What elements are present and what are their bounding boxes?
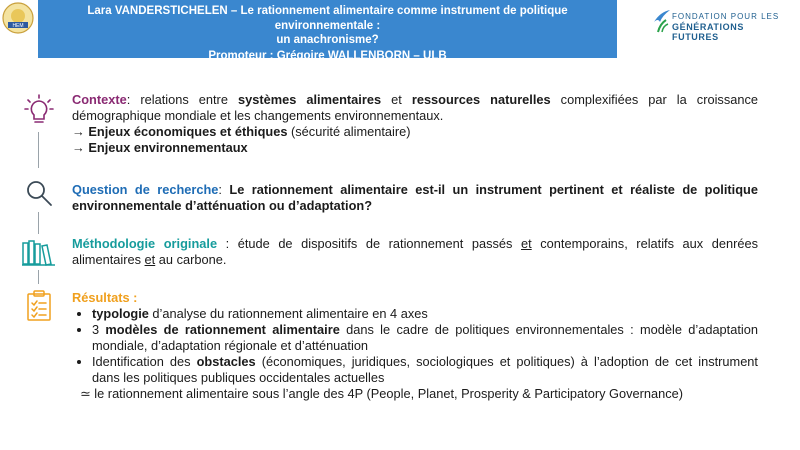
context-label: Contexte [72,92,127,107]
context-item-text: (sécurité alimentaire) [287,124,411,139]
context-text: complexifiées par la croissance démographique mondiale et les changements environnementaux. [72,92,758,123]
foundation-logo [652,6,792,42]
method-text: : étude de dispositifs de rationnement passés [217,236,522,251]
context-section [72,92,758,156]
context-item-environment [72,140,758,156]
result-bold: obstacles [196,354,256,369]
question-section [72,182,758,214]
university-logo-text: HEM [12,23,24,29]
result-text: (économiques, juridiques, sociologiques et politiques) à l’adoption de cet instrument dans les politiques publiques occidentales actuelles [92,354,758,385]
method-text: contemporains, relatifs aux denrées alimentaires [72,236,758,267]
connector-line [38,270,39,284]
section-icons [14,92,64,332]
results-section [72,290,758,402]
method-underlined: et [144,252,156,267]
context-keyword: ressources naturelles [411,92,551,107]
summary-text: le rationnement alimentaire sous l’angle des 4P (People, Planet, Prosperity & Participatory Governance) [90,386,684,401]
context-item-bold: Enjeux économiques et éthiques [88,124,288,139]
approx-symbol-icon: ≃ [80,386,91,401]
lightbulb-icon [24,94,54,128]
method-underlined: et [521,236,532,251]
list-item [92,306,758,322]
title-line-1: Lara VANDERSTICHELEN – Le rationnement alimentaire comme instrument de politique environnementale : [87,5,568,32]
checklist-icon [26,290,52,322]
foundation-bird-icon [652,8,672,34]
context-item-economic [72,124,758,140]
question-separator: : [218,182,230,197]
list-item [92,354,758,386]
result-text: dans le cadre de politiques environnementales : modèle d’adaptation mondiale, d’adaptation régionale et d’atténuation [92,322,758,353]
books-icon [22,238,56,266]
university-logo [2,2,34,34]
result-text: 3 [92,322,106,337]
context-text: : relations entre [126,92,238,107]
results-summary [72,386,758,402]
foundation-name-line-1: FONDATION POUR LES [672,12,780,21]
method-section [72,236,758,268]
list-item [92,322,758,354]
result-text: Identification des [92,354,197,369]
result-text: d’analyse du rationnement alimentaire en 4 axes [148,306,428,321]
result-bold: modèles de rationnement alimentaire [105,322,340,337]
results-list [72,306,758,386]
connector-line [38,132,39,168]
promoter-line: Promoteur : Grégoire WALLENBORN – ULB [208,49,447,62]
results-colon: : [129,290,138,305]
context-keyword: systèmes alimentaires [237,92,382,107]
context-item-bold: Enjeux environnementaux [88,140,248,155]
foundation-name-line-2: GÉNÉRATIONS FUTURES [672,22,744,42]
arrow-icon: → [72,124,85,139]
question-label: Question de recherche [72,182,219,197]
results-label: Résultats [72,290,130,305]
magnifier-icon [24,178,54,208]
result-bold: typologie [92,306,149,321]
title-banner [38,0,617,62]
method-label: Méthodologie originale [72,236,218,251]
title-line-2: un anachronisme? [276,34,379,46]
question-text: Le rationnement alimentaire est-il un instrument pertinent et réaliste de politique environnementale d’atténuation ou d’adaptation? [72,182,758,213]
arrow-icon: → [72,140,85,155]
connector-line [38,212,39,234]
method-text: au carbone. [155,252,227,267]
context-text: et [381,92,412,107]
